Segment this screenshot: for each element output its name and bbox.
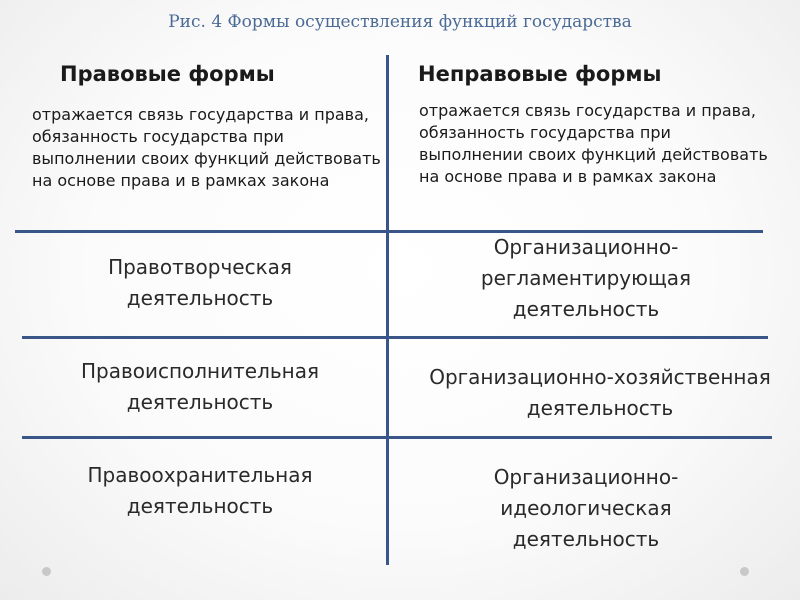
non-legal-form-regulatory: Организационно-регламентирующая деятельность (480, 235, 692, 321)
legal-forms-description: отражается связь государства и права, обязанность государства при выполнении своих функций действовать на основе права и в рамках закона (32, 105, 381, 190)
legal-form-law-protection: Правоохранительная деятельность (87, 463, 313, 518)
slide-nav-dot-right (740, 567, 749, 576)
legal-form-law-enforcement-execution: Правоисполнительная деятельность (80, 359, 320, 414)
non-legal-form-ideological: Организационно-идеологическая деятельность (493, 465, 679, 551)
legal-forms-heading: Правовые формы (60, 62, 275, 86)
horizontal-divider-2 (22, 336, 768, 339)
non-legal-form-economic: Организационно-хозяйственная деятельность (429, 365, 771, 420)
legal-form-lawmaking: Правотворческая деятельность (108, 255, 292, 310)
non-legal-forms-heading: Неправовые формы (418, 62, 662, 86)
non-legal-forms-description: отражается связь государства и права, обязанность государства при выполнении своих функций действовать на основе права и в рамках закона (419, 101, 768, 186)
figure-caption: Рис. 4 Формы осуществления функций государства (168, 12, 632, 32)
slide-nav-dot-left (42, 567, 51, 576)
horizontal-divider-3 (22, 436, 772, 439)
